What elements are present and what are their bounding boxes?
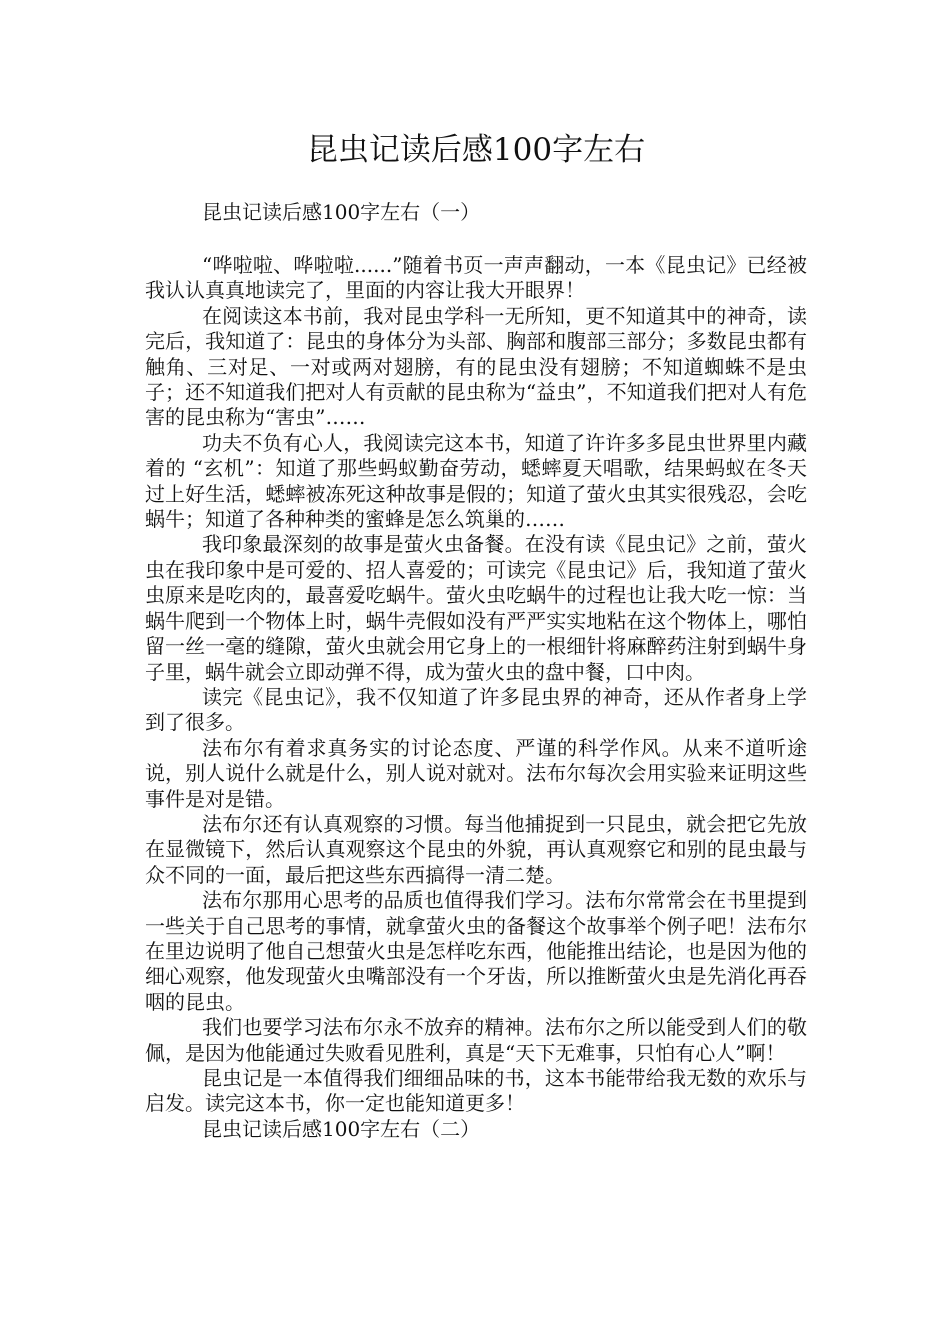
paragraph-1: “哗啦啦、哗啦啦......”随着书页一声声翻动，一本《昆虫记》已经被我认认真真地读完了，里面的内容让我大开眼界！ <box>145 253 807 303</box>
paragraph-4: 我印象最深刻的故事是萤火虫备餐。在没有读《昆虫记》之前，萤火虫在我印象中是可爱的、招人喜爱的；可读完《昆虫记》后，我知道了萤火虫原来是吃肉的，最喜爱吃蜗牛。萤火虫吃蜗牛的过程也让我大吃一惊：当蜗牛爬到一个物体上时，蜗牛壳假如没有严严实实地粘在这个物体上，哪怕留一丝一毫的缝隙，萤火虫就会用它身上的一根细针将麻醉药注射到蜗牛身子里，蜗牛就会立即动弹不得，成为萤火虫的盘中餐，口中肉。 <box>145 532 807 684</box>
paragraph-10: 昆虫记是一本值得我们细细品味的书，这本书能带给我无数的欢乐与启发。读完这本书，你一定也能知道更多！ <box>145 1066 807 1116</box>
section-heading-2: 昆虫记读后感100字左右（二） <box>202 1116 481 1141</box>
paragraph-9: 我们也要学习法布尔永不放弃的精神。法布尔之所以能受到人们的敬佩，是因为他能通过失败看见胜利，真是“天下无难事，只怕有心人”啊！ <box>145 1015 807 1065</box>
paragraph-5: 读完《昆虫记》，我不仅知道了许多昆虫界的神奇，还从作者身上学到了很多。 <box>145 684 807 735</box>
paragraph-6: 法布尔有着求真务实的讨论态度、严谨的科学作风。从来不道听途说，别人说什么就是什么，别人说对就对。法布尔每次会用实验来证明这些事件是对是错。 <box>145 735 807 811</box>
section-heading-1: 昆虫记读后感100字左右（一） <box>202 200 481 224</box>
document-page <box>145 120 807 1142</box>
document-title: 昆虫记读后感100字左右 <box>306 132 646 168</box>
paragraph-2: 在阅读这本书前，我对昆虫学科一无所知，更不知道其中的神奇，读完后，我知道了：昆虫的身体分为头部、胸部和腹部三部分；多数昆虫都有触角、三对足、一对或两对翅膀，有的昆虫没有翅膀；不知道蜘蛛不是虫子；还不知道我们把对人有贡献的昆虫称为“益虫”，不知道我们把对人有危害的昆虫称为“害虫”…… <box>145 303 807 430</box>
paragraph-3: 功夫不负有心人，我阅读完这本书，知道了许许多多昆虫世界里内藏着的 “玄机”：知道了那些蚂蚁勤奋劳动，蟋蟀夏天唱歌，结果蚂蚁在冬天过上好生活，蟋蟀被冻死这种故事是假的；知道了萤火虫其实很残忍，会吃蜗牛；知道了各种种类的蜜蜂是怎么筑巢的…… <box>145 430 807 532</box>
paragraph-gap <box>145 225 807 253</box>
paragraph-8: 法布尔那用心思考的品质也值得我们学习。法布尔常常会在书里提到一些关于自己思考的事情，就拿萤火虫的备餐这个故事举个例子吧！法布尔在里边说明了他自己想萤火虫是怎样吃东西，他能推出结论，也是因为他的细心观察，他发现萤火虫嘴部没有一个牙齿，所以推断萤火虫是先消化再吞咽的昆虫。 <box>145 888 807 1014</box>
paragraph-7: 法布尔还有认真观察的习惯。每当他捕捉到一只昆虫，就会把它先放在显微镜下，然后认真观察这个昆虫的外貌，再认真观察它和别的昆虫最与众不同的一面，最后把这些东西搞得一清二楚。 <box>145 811 807 887</box>
